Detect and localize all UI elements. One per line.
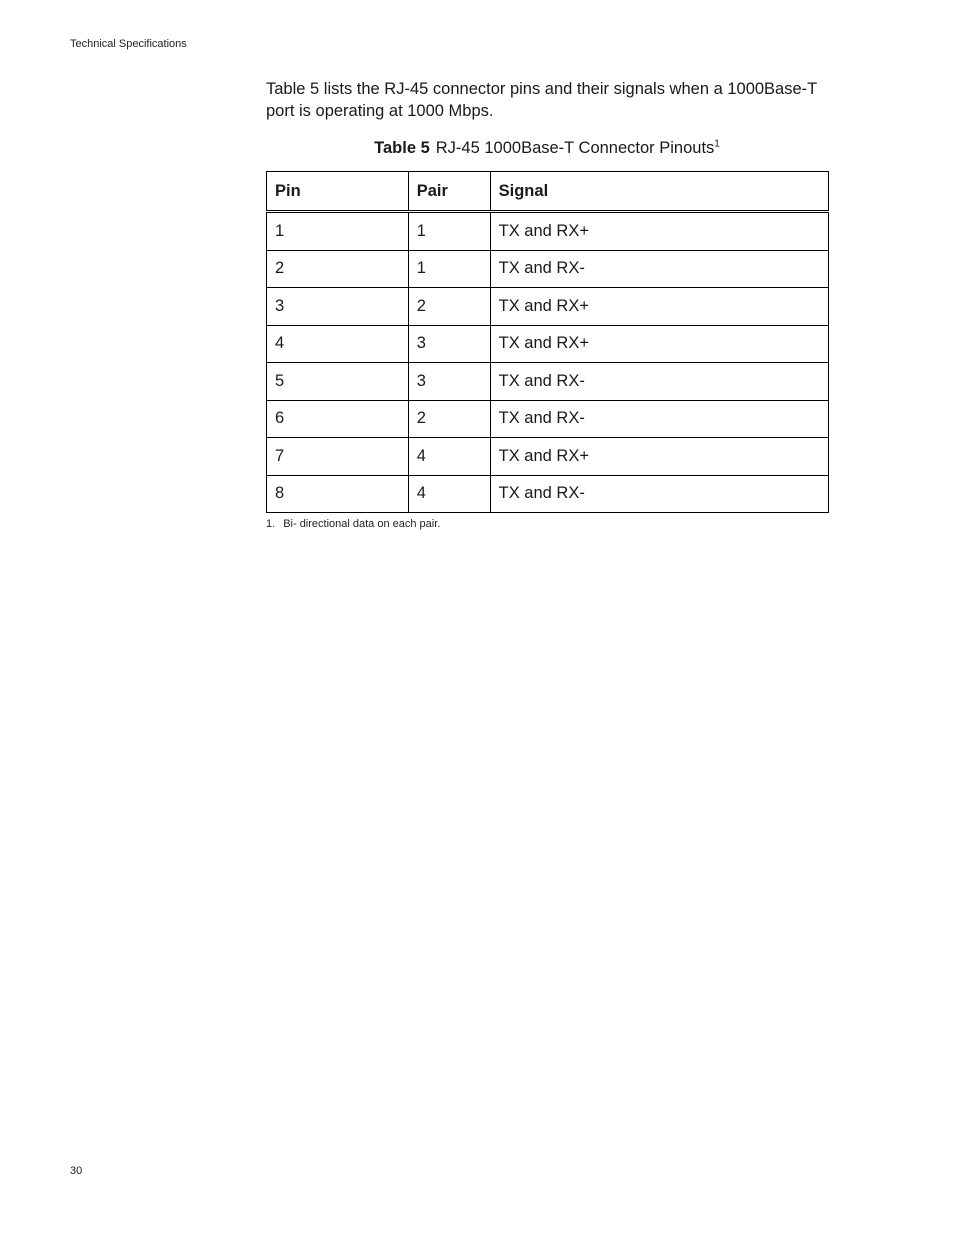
- footnote-number: 1.: [266, 518, 276, 530]
- cell-signal: TX and RX+: [490, 438, 828, 476]
- cell-signal: TX and RX-: [490, 475, 828, 513]
- table-row: [267, 438, 829, 476]
- cell-pair: 2: [408, 288, 490, 326]
- pinout-table: [266, 171, 829, 513]
- cell-pair: 4: [408, 475, 490, 513]
- column-header-pair: Pair: [408, 172, 490, 212]
- running-header: Technical Specifications: [70, 38, 187, 50]
- cell-pair: 4: [408, 438, 490, 476]
- footnote-reference[interactable]: 1: [714, 138, 720, 150]
- cell-pin: 1: [267, 212, 409, 251]
- table-caption: [266, 137, 828, 159]
- cell-pair: 2: [408, 400, 490, 438]
- cell-pair: 1: [408, 250, 490, 288]
- table-footnote: [266, 518, 440, 530]
- cell-signal: TX and RX+: [490, 325, 828, 363]
- cell-pin: 6: [267, 400, 409, 438]
- table-caption-text: RJ-45 1000Base-T Connector Pinouts: [435, 139, 715, 157]
- cell-pair: 3: [408, 325, 490, 363]
- column-header-signal: Signal: [490, 172, 828, 212]
- cell-signal: TX and RX-: [490, 400, 828, 438]
- cell-signal: TX and RX-: [490, 363, 828, 401]
- cell-pin: 4: [267, 325, 409, 363]
- table-row: [267, 212, 829, 251]
- cell-signal: TX and RX+: [490, 288, 828, 326]
- cell-pin: 5: [267, 363, 409, 401]
- table-header-row: [267, 172, 829, 212]
- footnote-text: Bi- directional data on each pair.: [283, 518, 441, 530]
- table-row: [267, 475, 829, 513]
- table-row: [267, 400, 829, 438]
- intro-paragraph: Table 5 lists the RJ-45 connector pins and their signals when a 1000Base-T port is operating at 1000 Mbps.: [266, 80, 817, 120]
- cell-signal: TX and RX+: [490, 212, 828, 251]
- table-row: [267, 288, 829, 326]
- cell-pin: 3: [267, 288, 409, 326]
- cell-pair: 3: [408, 363, 490, 401]
- cell-signal: TX and RX-: [490, 250, 828, 288]
- cell-pin: 7: [267, 438, 409, 476]
- cell-pin: 2: [267, 250, 409, 288]
- column-header-pin: Pin: [267, 172, 409, 212]
- cell-pin: 8: [267, 475, 409, 513]
- page-number: 30: [70, 1165, 83, 1177]
- cell-pair: 1: [408, 212, 490, 251]
- table-caption-label: Table 5: [374, 139, 430, 157]
- table-row: [267, 325, 829, 363]
- table-row: [267, 363, 829, 401]
- table-row: [267, 250, 829, 288]
